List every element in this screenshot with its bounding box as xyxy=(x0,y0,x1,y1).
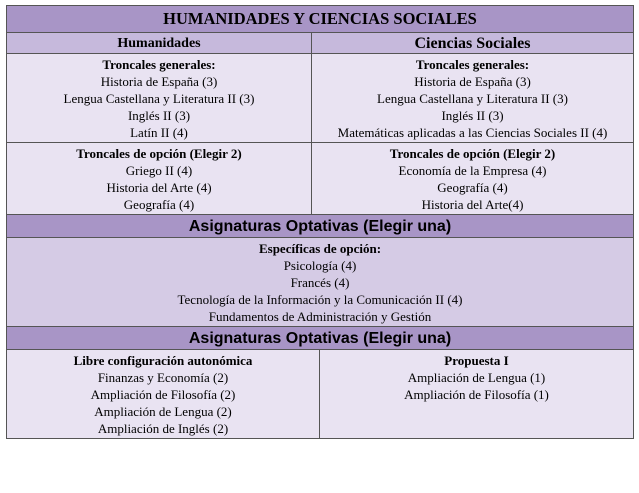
subject-item: Inglés II (3) xyxy=(441,108,504,123)
subject-item: Geografía (4) xyxy=(123,197,195,212)
subject-item: Finanzas y Economía (2) xyxy=(97,370,229,385)
subject-item: Economía de la Empresa (4) xyxy=(398,163,547,178)
subject-item: Geografía (4) xyxy=(437,180,508,195)
ciencias-sociales-troncales-opcion xyxy=(312,143,634,215)
optativas-band-2: Asignaturas Optativas (Elegir una) xyxy=(7,327,634,350)
ciencias-sociales-troncales-generales xyxy=(312,54,634,143)
subject-item: Psicología (4) xyxy=(283,258,357,273)
subject-item: Ampliación de Filosofía (1) xyxy=(404,387,549,402)
section-heading: Específicas de opción: xyxy=(258,241,382,256)
subject-item: Historia del Arte (4) xyxy=(106,180,212,195)
humanidades-troncales-opcion xyxy=(7,143,312,215)
section-heading: Troncales de opción (Elegir 2) xyxy=(76,146,242,161)
subject-item: Matemáticas aplicadas a las Ciencias Sociales II (4) xyxy=(337,125,608,140)
subject-item: Lengua Castellana y Literatura II (3) xyxy=(63,91,255,106)
especificas-opcion xyxy=(7,238,634,327)
section-heading: Libre configuración autonómica xyxy=(73,353,253,368)
subject-item: Latín II (4) xyxy=(130,125,188,140)
section-heading: Troncales generales: xyxy=(102,57,216,72)
subject-item: Ampliación de Inglés (2) xyxy=(97,421,229,436)
column-header-humanidades: Humanidades xyxy=(7,33,312,54)
propuesta-i xyxy=(320,350,634,439)
optativas-band-1: Asignaturas Optativas (Elegir una) xyxy=(7,215,634,238)
subject-item: Historia de España (3) xyxy=(100,74,218,89)
subject-item: Francés (4) xyxy=(290,275,350,290)
subject-item: Tecnología de la Información y la Comunicación II (4) xyxy=(177,292,463,307)
subject-item: Lengua Castellana y Literatura II (3) xyxy=(377,91,568,106)
humanidades-troncales-generales xyxy=(7,54,312,143)
curriculum-table xyxy=(6,5,634,439)
subject-item: Fundamentos de Administración y Gestión xyxy=(208,309,432,324)
subject-item: Historia de España (3) xyxy=(414,74,531,89)
subject-item: Ampliación de Lengua (1) xyxy=(407,370,546,385)
section-heading: Propuesta I xyxy=(444,353,509,368)
section-heading: Troncales de opción (Elegir 2) xyxy=(389,146,556,161)
column-header-ciencias-sociales: Ciencias Sociales xyxy=(312,33,634,54)
subject-item: Ampliación de Lengua (2) xyxy=(94,404,232,419)
libre-configuracion-autonomica xyxy=(7,350,320,439)
subject-item: Ampliación de Filosofía (2) xyxy=(90,387,236,402)
section-heading: Troncales generales: xyxy=(415,57,530,72)
subject-item: Inglés II (3) xyxy=(127,108,191,123)
subject-item: Historia del Arte(4) xyxy=(421,197,524,212)
subject-item: Griego II (4) xyxy=(125,163,193,178)
table-title: HUMANIDADES Y CIENCIAS SOCIALES xyxy=(7,6,634,33)
